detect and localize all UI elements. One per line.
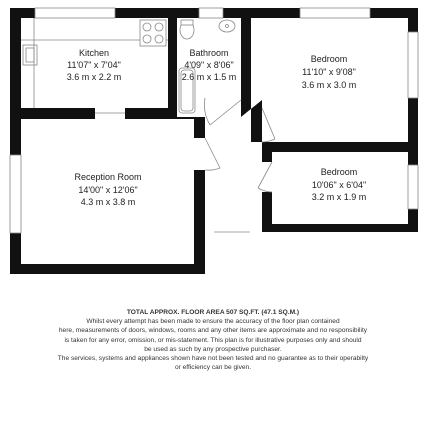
bedroom2-name: Bedroom bbox=[320, 167, 358, 177]
bathroom-name: Bathroom bbox=[189, 48, 229, 58]
reception-name: Reception Room bbox=[74, 172, 142, 182]
bedroom2-imperial: 10'06" x 6'04" bbox=[311, 180, 367, 190]
disclaimer-line: or efficiency can be given. bbox=[174, 364, 252, 372]
kitchen-metric: 3.6 m x 2.2 m bbox=[66, 72, 122, 82]
bathroom-imperial: 4'09" x 8'06" bbox=[184, 60, 234, 70]
disclaimer-line: The services, systems and appliances shown have not been tested and no guarantee as to their operabilty bbox=[57, 355, 369, 363]
disclaimer-line: Whilst every attempt has been made to ensure the accuracy of the floor plan contained bbox=[86, 318, 340, 326]
bedroom1-metric: 3.6 m x 3.0 m bbox=[301, 80, 357, 90]
disclaimer-line: be used as such by any prospective purchaser. bbox=[144, 345, 282, 353]
bedroom1-imperial: 11'10" x 9'08" bbox=[302, 67, 356, 77]
reception-metric: 4.3 m x 3.8 m bbox=[80, 197, 136, 207]
reception-imperial: 14'00" x 12'06" bbox=[78, 185, 138, 195]
bedroom2-metric: 3.2 m x 1.9 m bbox=[311, 192, 367, 202]
bedroom1-name: Bedroom bbox=[310, 54, 348, 64]
total-floor-area: TOTAL APPROX. FLOOR AREA 507 SQ.FT. (47.1 SQ.M.) bbox=[126, 309, 300, 316]
disclaimer-line: here, measurements of doors, windows, rooms and any other items are approximate and no responsibility bbox=[58, 327, 368, 335]
floor-area-disclaimer bbox=[0, 308, 426, 372]
kitchen-imperial: 11'07" x 7'04" bbox=[67, 60, 121, 70]
bathroom-metric: 2.6 m x 1.5 m bbox=[181, 72, 237, 82]
disclaimer-line: is taken for any error, omission, or mis-statement. This plan is for illustrative purposes only and should bbox=[64, 336, 362, 344]
kitchen-name: Kitchen bbox=[78, 48, 110, 58]
